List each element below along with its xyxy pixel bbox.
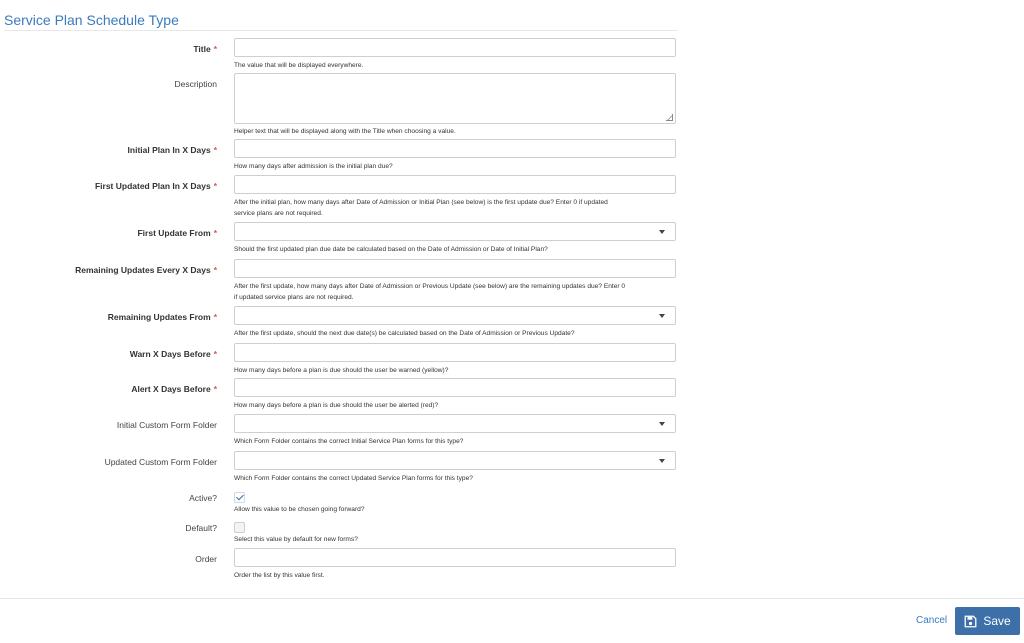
default-label: Default? (185, 523, 217, 533)
description-label: Description (174, 79, 217, 89)
default-help: Select this value by default for new forms? (234, 536, 358, 543)
updated-custom-form-folder-help: Which Form Folder contains the correct Updated Service Plan forms for this type? (234, 475, 473, 482)
required-star: * (213, 265, 217, 275)
cancel-button[interactable]: Cancel (916, 615, 948, 626)
chevron-down-icon[interactable] (659, 314, 665, 318)
initial-plan-input[interactable] (234, 139, 676, 158)
initial-custom-form-folder-help: Which Form Folder contains the correct Initial Service Plan forms for this type? (234, 438, 464, 445)
page-title: Service Plan Schedule Type (4, 12, 179, 28)
title-divider (4, 30, 678, 31)
required-star: * (213, 181, 217, 191)
required-star: * (213, 349, 217, 359)
remaining-updates-every-help: After the first update, how many days after Date of Admission or Previous Update (see below) are the remaining updates due? Enter 0 if updated service plans are not required. (234, 283, 626, 301)
warn-days-input[interactable] (234, 343, 676, 362)
title-input[interactable] (234, 38, 676, 57)
active-help: Allow this value to be chosen going forward? (234, 506, 365, 513)
default-checkbox[interactable] (234, 522, 245, 533)
title-label: Title * (193, 44, 217, 54)
first-updated-plan-label: First Updated Plan In X Days * (94, 181, 217, 191)
first-update-from-label: First Update From * (137, 228, 217, 238)
first-updated-plan-help: After the initial plan, how many days after Date of Admission or Initial Plan (see below) is the first update due? Enter 0 if updated service plans are not required. (234, 199, 608, 217)
save-button-label: Save (983, 614, 1011, 628)
initial-custom-form-folder-label: Initial Custom Form Folder (116, 420, 217, 430)
initial-custom-form-folder-select[interactable] (234, 414, 676, 433)
save-button[interactable] (955, 607, 1020, 635)
active-label: Active? (189, 493, 217, 503)
required-star: * (213, 228, 217, 238)
active-checkbox[interactable] (234, 492, 245, 503)
updated-custom-form-folder-label: Updated Custom Form Folder (104, 457, 217, 467)
order-label: Order (195, 554, 217, 564)
alert-days-help: How many days before a plan is due should the user be alerted (red)? (234, 402, 439, 409)
footer-divider (0, 598, 1024, 599)
initial-plan-help: How many days after admission is the initial plan due? (234, 163, 393, 170)
description-help: Helper text that will be displayed along with the Title when choosing a value. (234, 128, 456, 135)
first-update-from-help: Should the first updated plan due date be calculated based on the Date of Admission or Date of Initial Plan? (234, 246, 548, 253)
required-star: * (213, 384, 217, 394)
initial-plan-label: Initial Plan In X Days * (127, 145, 217, 155)
remaining-updates-every-label: Remaining Updates Every X Days * (75, 265, 217, 275)
chevron-down-icon[interactable] (659, 459, 665, 463)
first-updated-plan-input[interactable] (234, 175, 676, 194)
remaining-updates-from-label: Remaining Updates From * (107, 312, 217, 322)
chevron-down-icon[interactable] (659, 230, 665, 234)
order-help: Order the list by this value first. (234, 572, 325, 579)
alert-days-input[interactable] (234, 378, 676, 397)
remaining-updates-from-help: After the first update, should the next due date(s) be calculated based on the Date of Admission or Previous Update? (234, 330, 575, 337)
floppy-disk-icon (964, 615, 977, 628)
resize-handle-icon[interactable] (666, 114, 673, 121)
warn-days-help: How many days before a plan is due should the user be warned (yellow)? (234, 367, 449, 374)
required-star: * (213, 44, 217, 54)
first-update-from-select[interactable] (234, 222, 676, 241)
remaining-updates-every-input[interactable] (234, 259, 676, 278)
updated-custom-form-folder-select[interactable] (234, 451, 676, 470)
required-star: * (213, 145, 217, 155)
description-textarea[interactable] (234, 73, 676, 124)
order-input[interactable] (234, 548, 676, 567)
title-help: The value that will be displayed everywhere. (234, 62, 364, 69)
warn-days-label: Warn X Days Before * (129, 349, 217, 359)
chevron-down-icon[interactable] (659, 422, 665, 426)
alert-days-label: Alert X Days Before * (131, 384, 217, 394)
required-star: * (213, 312, 217, 322)
remaining-updates-from-select[interactable] (234, 306, 676, 325)
